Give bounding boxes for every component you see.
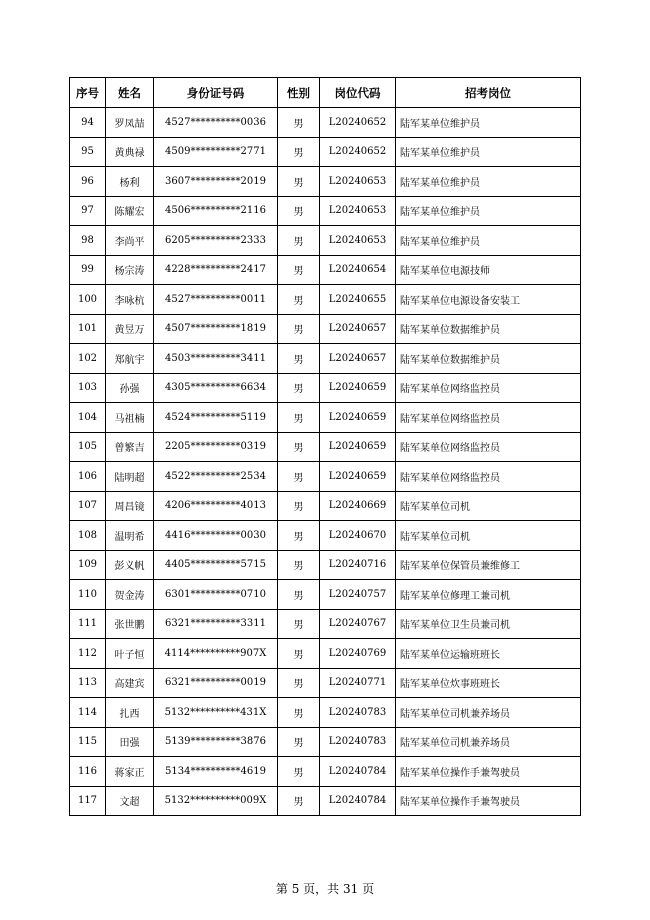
cell-gender: 男: [278, 285, 320, 315]
cell-serial: 107: [70, 491, 106, 521]
cell-id-number: 4524**********5119: [154, 403, 278, 433]
cell-post-code: L20240659: [320, 462, 396, 492]
cell-id-number: 6321**********3311: [154, 609, 278, 639]
cell-name: 马祖楠: [106, 403, 154, 433]
cell-post-code: L20240771: [320, 668, 396, 698]
cell-id-number: 5132**********009X: [154, 786, 278, 816]
cell-serial: 105: [70, 432, 106, 462]
cell-post-code: L20240652: [320, 137, 396, 167]
table-row: [70, 550, 581, 580]
cell-post: 陆军某单位维护员: [396, 137, 581, 167]
cell-gender: 男: [278, 491, 320, 521]
table-row: [70, 786, 581, 816]
cell-id-number: 6321**********0019: [154, 668, 278, 698]
cell-gender: 男: [278, 226, 320, 256]
cell-name: 陈耀宏: [106, 196, 154, 226]
cell-serial: 113: [70, 668, 106, 698]
cell-gender: 男: [278, 550, 320, 580]
cell-id-number: 4527**********0036: [154, 108, 278, 138]
cell-name: 杨宗涛: [106, 255, 154, 285]
cell-gender: 男: [278, 580, 320, 610]
cell-post: 陆军某单位维护员: [396, 226, 581, 256]
cell-name: 张世鹏: [106, 609, 154, 639]
cell-name: 郑航宇: [106, 344, 154, 374]
cell-gender: 男: [278, 521, 320, 551]
cell-name: 李咏杭: [106, 285, 154, 315]
cell-post-code: L20240767: [320, 609, 396, 639]
cell-gender: 男: [278, 403, 320, 433]
cell-post: 陆军某单位维护员: [396, 196, 581, 226]
cell-serial: 94: [70, 108, 106, 138]
cell-id-number: 5132**********431X: [154, 698, 278, 728]
cell-post-code: L20240653: [320, 226, 396, 256]
cell-post: 陆军某单位司机兼养场员: [396, 698, 581, 728]
table-row: [70, 757, 581, 787]
cell-serial: 102: [70, 344, 106, 374]
cell-gender: 男: [278, 314, 320, 344]
cell-post: 陆军某单位司机: [396, 521, 581, 551]
header-gender: 性别: [278, 78, 320, 108]
cell-serial: 108: [70, 521, 106, 551]
header-name: 姓名: [106, 78, 154, 108]
cell-post: 陆军某单位炊事班班长: [396, 668, 581, 698]
cell-gender: 男: [278, 432, 320, 462]
cell-name: 叶子恒: [106, 639, 154, 669]
table-row: [70, 167, 581, 197]
cell-post: 陆军某单位电源设备安装工: [396, 285, 581, 315]
cell-name: 贺金涛: [106, 580, 154, 610]
cell-post: 陆军某单位维护员: [396, 167, 581, 197]
table-row: [70, 255, 581, 285]
table-row: [70, 196, 581, 226]
cell-gender: 男: [278, 108, 320, 138]
cell-gender: 男: [278, 639, 320, 669]
table-row: [70, 727, 581, 757]
cell-name: 温明希: [106, 521, 154, 551]
table-row: [70, 462, 581, 492]
table-row: [70, 580, 581, 610]
cell-gender: 男: [278, 727, 320, 757]
cell-serial: 117: [70, 786, 106, 816]
cell-name: 高建宾: [106, 668, 154, 698]
cell-post: 陆军某单位操作手兼驾驶员: [396, 757, 581, 787]
cell-gender: 男: [278, 137, 320, 167]
cell-serial: 110: [70, 580, 106, 610]
cell-serial: 104: [70, 403, 106, 433]
header-post: 招考岗位: [396, 78, 581, 108]
table-row: [70, 521, 581, 551]
cell-serial: 111: [70, 609, 106, 639]
cell-post-code: L20240655: [320, 285, 396, 315]
cell-post: 陆军某单位卫生员兼司机: [396, 609, 581, 639]
cell-post-code: L20240669: [320, 491, 396, 521]
cell-post-code: L20240652: [320, 108, 396, 138]
cell-post: 陆军某单位司机兼养场员: [396, 727, 581, 757]
cell-gender: 男: [278, 167, 320, 197]
cell-post-code: L20240653: [320, 196, 396, 226]
cell-gender: 男: [278, 668, 320, 698]
cell-serial: 101: [70, 314, 106, 344]
table-row: [70, 403, 581, 433]
cell-id-number: 2205**********0319: [154, 432, 278, 462]
cell-post: 陆军某单位数据维护员: [396, 314, 581, 344]
page-footer: 第 5 页，共 31 页: [275, 882, 375, 896]
cell-serial: 114: [70, 698, 106, 728]
cell-gender: 男: [278, 462, 320, 492]
cell-id-number: 4405**********5715: [154, 550, 278, 580]
cell-name: 李尚平: [106, 226, 154, 256]
cell-name: 黄昱万: [106, 314, 154, 344]
cell-post-code: L20240783: [320, 698, 396, 728]
cell-name: 罗凤喆: [106, 108, 154, 138]
cell-serial: 97: [70, 196, 106, 226]
cell-id-number: 5139**********3876: [154, 727, 278, 757]
table-row: [70, 491, 581, 521]
cell-post-code: L20240657: [320, 314, 396, 344]
cell-post: 陆军某单位网络监控员: [396, 403, 581, 433]
table-row: [70, 314, 581, 344]
cell-post-code: L20240757: [320, 580, 396, 610]
cell-gender: 男: [278, 609, 320, 639]
cell-post: 陆军某单位修理工兼司机: [396, 580, 581, 610]
cell-gender: 男: [278, 698, 320, 728]
cell-name: 田强: [106, 727, 154, 757]
cell-id-number: 4416**********0030: [154, 521, 278, 551]
cell-post-code: L20240769: [320, 639, 396, 669]
cell-post: 陆军某单位数据维护员: [396, 344, 581, 374]
cell-serial: 116: [70, 757, 106, 787]
cell-post-code: L20240783: [320, 727, 396, 757]
cell-post-code: L20240784: [320, 757, 396, 787]
cell-name: 黄典禄: [106, 137, 154, 167]
cell-serial: 99: [70, 255, 106, 285]
cell-post-code: L20240670: [320, 521, 396, 551]
cell-serial: 106: [70, 462, 106, 492]
cell-id-number: 4509**********2771: [154, 137, 278, 167]
cell-post-code: L20240659: [320, 432, 396, 462]
cell-serial: 98: [70, 226, 106, 256]
table-row: [70, 373, 581, 403]
cell-post-code: L20240657: [320, 344, 396, 374]
cell-id-number: 4228**********2417: [154, 255, 278, 285]
cell-serial: 103: [70, 373, 106, 403]
table-row: [70, 668, 581, 698]
table-row: [70, 226, 581, 256]
table-row: [70, 698, 581, 728]
candidate-table: [69, 77, 581, 816]
table-row: [70, 344, 581, 374]
cell-name: 扎西: [106, 698, 154, 728]
cell-serial: 112: [70, 639, 106, 669]
cell-name: 蒋家正: [106, 757, 154, 787]
table-row: [70, 609, 581, 639]
cell-serial: 109: [70, 550, 106, 580]
cell-gender: 男: [278, 344, 320, 374]
cell-serial: 96: [70, 167, 106, 197]
cell-post: 陆军某单位网络监控员: [396, 462, 581, 492]
cell-name: 文超: [106, 786, 154, 816]
cell-id-number: 3607**********2019: [154, 167, 278, 197]
cell-id-number: 4114**********907X: [154, 639, 278, 669]
cell-id-number: 4305**********6634: [154, 373, 278, 403]
cell-id-number: 4527**********0011: [154, 285, 278, 315]
cell-post-code: L20240653: [320, 167, 396, 197]
cell-post: 陆军某单位司机: [396, 491, 581, 521]
table-row: [70, 639, 581, 669]
table-row: [70, 108, 581, 138]
cell-post: 陆军某单位运输班班长: [396, 639, 581, 669]
table-body: [70, 108, 581, 816]
table-header-row: [70, 78, 581, 108]
cell-name: 杨利: [106, 167, 154, 197]
cell-id-number: 5134**********4619: [154, 757, 278, 787]
cell-name: 彭义帆: [106, 550, 154, 580]
cell-post: 陆军某单位操作手兼驾驶员: [396, 786, 581, 816]
cell-post-code: L20240716: [320, 550, 396, 580]
cell-id-number: 4206**********4013: [154, 491, 278, 521]
cell-id-number: 6301**********0710: [154, 580, 278, 610]
header-serial: 序号: [70, 78, 106, 108]
cell-gender: 男: [278, 196, 320, 226]
cell-post-code: L20240659: [320, 403, 396, 433]
cell-id-number: 4506**********2116: [154, 196, 278, 226]
cell-gender: 男: [278, 786, 320, 816]
cell-serial: 115: [70, 727, 106, 757]
cell-name: 陆明超: [106, 462, 154, 492]
cell-name: 周昌镜: [106, 491, 154, 521]
cell-id-number: 4503**********3411: [154, 344, 278, 374]
cell-post-code: L20240784: [320, 786, 396, 816]
cell-name: 孙强: [106, 373, 154, 403]
cell-serial: 95: [70, 137, 106, 167]
cell-post: 陆军某单位保管员兼维修工: [396, 550, 581, 580]
cell-post-code: L20240654: [320, 255, 396, 285]
cell-id-number: 4507**********1819: [154, 314, 278, 344]
cell-gender: 男: [278, 373, 320, 403]
cell-serial: 100: [70, 285, 106, 315]
cell-post: 陆军某单位电源技师: [396, 255, 581, 285]
cell-post: 陆军某单位网络监控员: [396, 373, 581, 403]
cell-name: 曾繁吉: [106, 432, 154, 462]
header-id-number: 身份证号码: [154, 78, 278, 108]
table-row: [70, 285, 581, 315]
header-post-code: 岗位代码: [320, 78, 396, 108]
cell-post-code: L20240659: [320, 373, 396, 403]
cell-post: 陆军某单位维护员: [396, 108, 581, 138]
cell-post: 陆军某单位网络监控员: [396, 432, 581, 462]
cell-gender: 男: [278, 757, 320, 787]
table-row: [70, 137, 581, 167]
cell-gender: 男: [278, 255, 320, 285]
cell-id-number: 6205**********2333: [154, 226, 278, 256]
cell-id-number: 4522**********2534: [154, 462, 278, 492]
table-row: [70, 432, 581, 462]
